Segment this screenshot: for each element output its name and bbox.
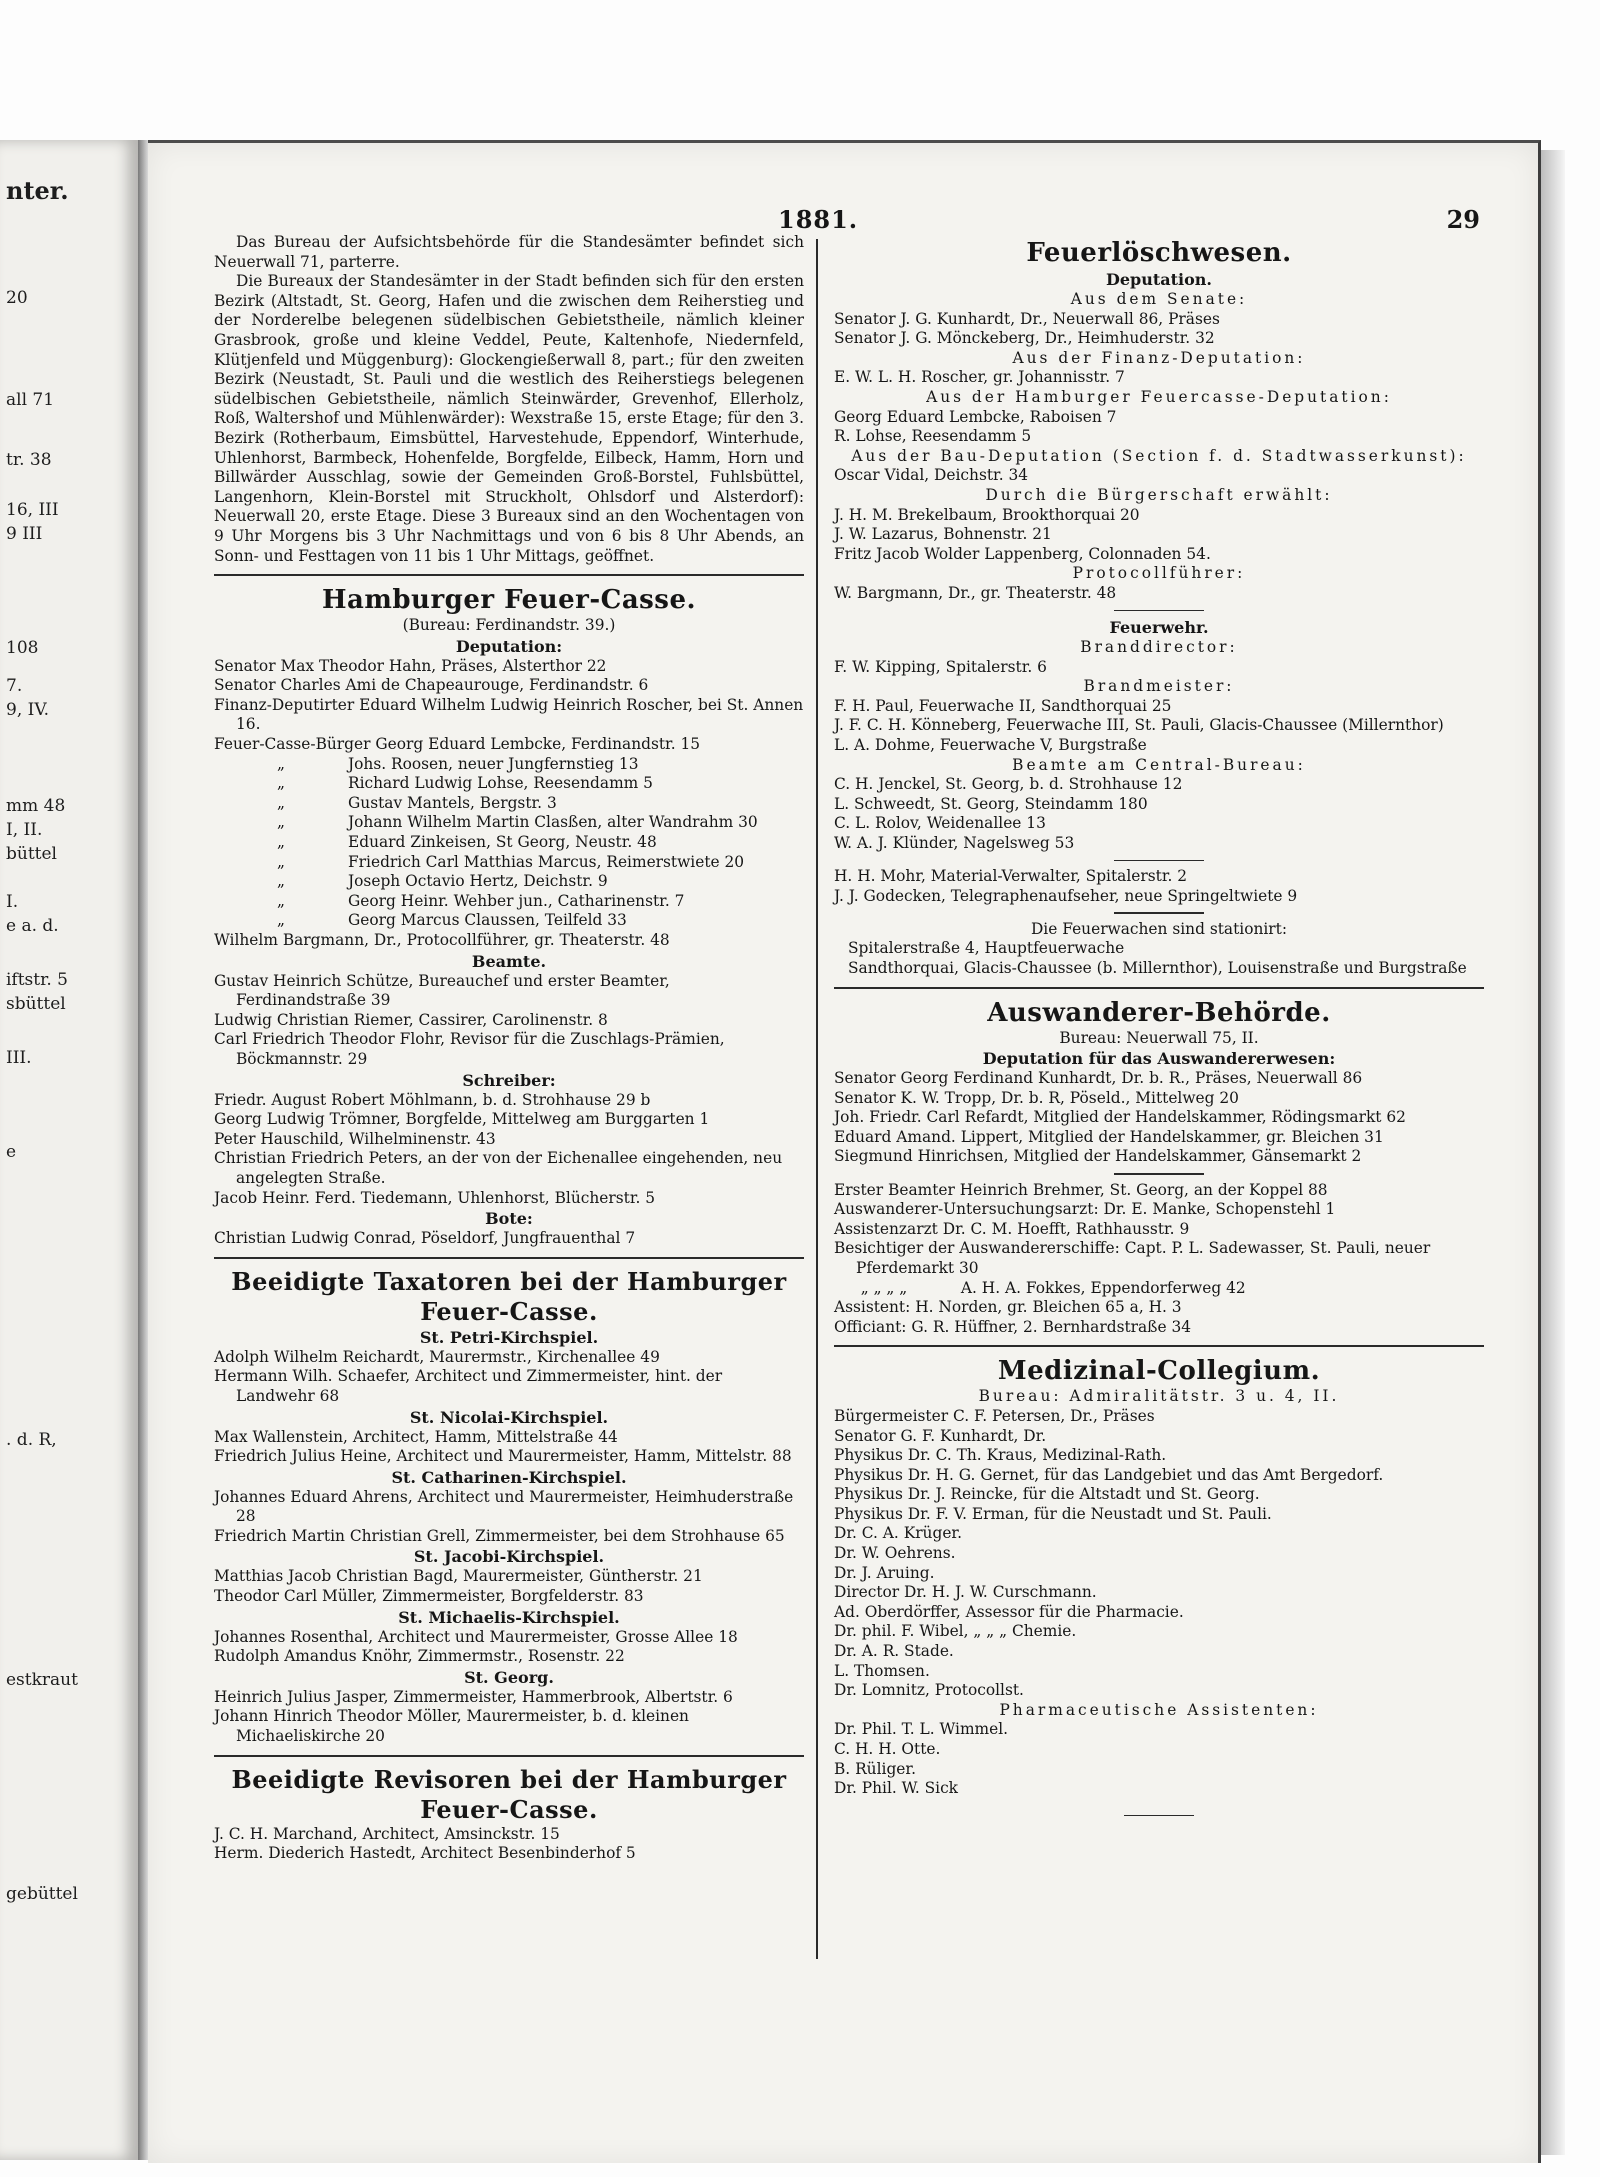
auswanderer-section [834, 997, 1484, 1338]
right-column [834, 233, 1484, 1816]
list-item: Senator Georg Ferdinand Kunhardt, Dr. b. R., Präses, Neuerwall 86 [834, 1069, 1363, 1088]
list-item: Christian Ludwig Conrad, Pöseldorf, Jungfrauenthal 7 [214, 1229, 636, 1248]
facing-page-fragment: III. [6, 1048, 32, 1068]
list-item: Georg Eduard Lembcke, Raboisen 7 [834, 407, 1117, 426]
short-divider [1114, 912, 1204, 914]
facing-page-fragment: 20 [6, 288, 28, 308]
list-item: J. H. M. Brekelbaum, Brookthorquai 20 [834, 505, 1140, 524]
list-item-text: Johs. Roosen, neuer Jungfernstieg 13 [348, 754, 639, 773]
intro-paragraph: Das Bureau der Aufsichtsbehörde für die Standesämter befindet sich Neuerwall 71, parterre. [214, 233, 804, 271]
group-heading: St. Michaelis-Kirchspiel. [398, 1607, 620, 1627]
ditto-mark: „ [277, 891, 285, 910]
page-number: 29 [1446, 205, 1480, 234]
section-title: Medizinal-Collegium. [997, 1356, 1321, 1387]
list-item: Friedrich Martin Christian Grell, Zimmermeister, bei dem Strohhause 65 [214, 1526, 785, 1545]
list-item: Physikus Dr. F. V. Erman, für die Neustadt und St. Pauli. [834, 1504, 1272, 1523]
section-bureau: Bureau: Admiralitätstr. 3 u. 4, II. [978, 1387, 1340, 1406]
list-item [214, 774, 804, 794]
ditto-mark: „ [277, 774, 285, 793]
list-item [214, 755, 804, 775]
list-item: L. Thomsen. [834, 1661, 930, 1680]
feuerwehr-section [834, 617, 1484, 979]
facing-page-fragment: e [6, 1142, 17, 1162]
list-item: E. W. L. H. Roscher, gr. Johannisstr. 7 [834, 368, 1125, 387]
list-item: B. Rüliger. [834, 1759, 916, 1778]
deputation-heading: Deputation für das Auswandererwesen: [982, 1049, 1336, 1069]
list-item: L. Schweedt, St. Georg, Steindamm 180 [834, 794, 1148, 813]
group-heading: St. Jacobi-Kirchspiel. [413, 1547, 605, 1567]
list-item: Theodor Carl Müller, Zimmermeister, Borgfelderstr. 83 [214, 1587, 644, 1606]
facing-page-fragment: büttel [6, 844, 57, 864]
list-item: Fritz Jacob Wolder Lappenberg, Colonnaden 54. [834, 544, 1211, 563]
list-item: W. A. J. Klünder, Nagelsweg 53 [834, 833, 1075, 852]
facing-page-fragment: 9, IV. [6, 700, 50, 720]
feuerloesch-section [834, 237, 1484, 604]
list-item: Dr. Phil. W. Sick [834, 1779, 959, 1798]
group-heading: Beamte am Central-Bureau: [1012, 755, 1306, 774]
list-item: Senator K. W. Tropp, Dr. b. R, Pöseld., Mittelweg 20 [834, 1088, 1239, 1107]
list-item [214, 853, 804, 873]
section-title: Hamburger Feuer-Casse. [321, 585, 697, 616]
list-item: R. Lohse, Reesendamm 5 [834, 427, 1032, 446]
ditto-mark: „ [277, 852, 285, 871]
facing-page-fragment: tr. 38 [6, 450, 52, 470]
section-divider [214, 1755, 804, 1757]
facing-page-fragment: I, II. [6, 820, 43, 840]
ditto-mark: „ [277, 872, 285, 891]
list-item-text: Georg Heinr. Wehber jun., Catharinenstr. 7 [348, 891, 685, 910]
list-item: J. F. C. H. Könneberg, Feuerwache III, St. Pauli, Glacis-Chaussee (Millernthor) [834, 716, 1444, 735]
list-item: Matthias Jacob Christian Bagd, Maurermeister, Güntherstr. 21 [214, 1567, 703, 1586]
list-item: Johannes Rosenthal, Architect und Maurermeister, Grosse Allee 18 [214, 1627, 738, 1646]
facing-page-fragment: I. [6, 892, 19, 912]
list-item: Oscar Vidal, Deichstr. 34 [834, 466, 1029, 485]
group-heading: St. Petri-Kirchspiel. [419, 1327, 599, 1347]
facing-page-fragment: 16, III [6, 500, 59, 520]
list-item: Physikus Dr. J. Reincke, für die Altstadt und St. Georg. [834, 1485, 1260, 1504]
list-item: J. C. H. Marchand, Architect, Amsinckstr. 15 [214, 1824, 560, 1843]
list-item: Dr. A. R. Stade. [834, 1642, 954, 1661]
list-item: F. H. Paul, Feuerwache II, Sandthorquai 25 [834, 696, 1172, 715]
list-item: C. H. H. Otte. [834, 1740, 941, 1758]
beamte-list [214, 972, 804, 1070]
schreiber-heading: Schreiber: [462, 1070, 556, 1090]
group-heading: Durch die Bürgerschaft erwählt: [985, 485, 1333, 504]
list-item: Auswanderer-Untersuchungsarzt: Dr. E. Manke, Schopenstehl 1 [834, 1200, 1336, 1219]
list-item: C. H. Jenckel, St. Georg, b. d. Strohhause 12 [834, 775, 1183, 794]
facing-page-fragment: estkraut [6, 1670, 78, 1690]
list-item: Ad. Oberdörffer, Assessor für die Pharmacie. [834, 1602, 1184, 1621]
list-item: Finanz-Deputirter Eduard Wilhelm Ludwig Heinrich Roscher, bei St. Annen 16. [214, 695, 804, 734]
facing-page-fragment: all 71 [6, 390, 55, 410]
facing-page-fragment: 9 III [6, 524, 43, 544]
list-item: Erster Beamter Heinrich Brehmer, St. Georg, an der Koppel 88 [834, 1180, 1328, 1199]
list-item: Siegmund Hinrichsen, Mitglied der Handelskammer, Gänsemarkt 2 [834, 1147, 1362, 1166]
list-item: Bürgermeister C. F. Petersen, Dr., Präses [834, 1406, 1155, 1425]
ditto-mark: „ [277, 813, 285, 832]
ditto-mark: „ [277, 833, 285, 852]
book-gutter [138, 140, 148, 2160]
document-page [148, 140, 1541, 2163]
list-item: Georg Ludwig Trömner, Borgfelde, Mittelweg am Burggarten 1 [214, 1110, 710, 1129]
section-title: Auswanderer-Behörde. [987, 997, 1331, 1028]
section-divider [214, 1257, 804, 1259]
section-bureau: (Bureau: Ferdinandstr. 39.) [402, 616, 616, 635]
wachen-intro: Die Feuerwachen sind stationirt: [1030, 919, 1288, 938]
intro-paragraph: Die Bureaux der Standesämter in der Stadt befinden sich für den ersten Bezirk (Altstadt, St. Georg, Hafen und die zwischen dem Reiherstieg und der Norderelbe belegenen südelbischen Gebietstheile, nämlich kleiner Grasbrook, große und kleine Veddel, Peute, Kaltenhofe, Niedernfeld, Klütjenfeld und Müggenburg): Glockengießerwall 8, part.; für den zweiten Bezirk (Neustadt, St. Pauli und die westlich des Reiherstiegs belegenen südelbischen Gebietstheile, nämlich Steinwärder, Grevenhof, Ellerholz, Roß, Waltershof und Mühlenwärder): Wexstraße 15, erste Etage; für den 3. Bezirk (Rotherbaum, Eimsbüttel, Harvestehude, Eppendorf, Winterhude, Uhlenhorst, Barmbeck, Hohenfelde, Borgfelde, Eilbeck, Hamm, Horn und Billwärder Ausschlag, sowie der Gemeinden Groß-Borstel, Fuhlsbüttel, Langenhorn, Klein-Borstel mit Struckholt, Ohlsdorf und Alsterdorf): Neuerwall 20, erste Etage. Diese 3 Bureaux sind an den Wochentagen von 9 Uhr Morgens bis 3 Uhr Nachmittags und von 6 bis 8 Uhr Abends, an Sonn- und Festtagen von 11 bis 1 Uhr Mittags, geöffnet. [214, 272, 804, 565]
list-item: Adolph Wilhelm Reichardt, Maurermstr., Kirchenallee 49 [214, 1347, 660, 1366]
list-item: H. H. Mohr, Material-Verwalter, Spitalerstr. 2 [834, 867, 1188, 886]
list-item-text: A. H. A. Fokkes, Eppendorferweg 42 [960, 1278, 1246, 1297]
list-item: Carl Friedrich Theodor Flohr, Revisor für die Zuschlags-Prämien, Böckmannstr. 29 [214, 1030, 725, 1068]
deputation-list [834, 1069, 1484, 1167]
deputation-groups [834, 290, 1484, 604]
list-item: Director Dr. H. J. W. Curschmann. [834, 1583, 1097, 1602]
collegium-list [834, 1407, 1484, 1701]
list-item: Peter Hauschild, Wilhelminenstr. 43 [214, 1129, 496, 1148]
list-item: Dr. phil. F. Wibel, „ „ „ Chemie. [834, 1622, 1077, 1641]
list-item: Assistenzarzt Dr. C. M. Hoefft, Rathhausstr. 9 [834, 1219, 1190, 1238]
facing-page-fragment: iftstr. 5 [6, 970, 68, 990]
deputation-heading: Deputation: [455, 636, 563, 656]
list-item: Senator J. G. Kunhardt, Dr., Neuerwall 86, Präses [834, 309, 1220, 328]
ditto-mark: „ [277, 754, 285, 773]
list-item [834, 1279, 1484, 1299]
list-item: Physikus Dr. C. Th. Kraus, Medizinal-Rath. [834, 1446, 1167, 1465]
facing-page-fragment: e a. d. [6, 916, 59, 936]
list-item: Senator Charles Ami de Chapeaurouge, Ferdinandstr. 6 [214, 676, 649, 695]
medizinal-section [834, 1355, 1484, 1816]
group-heading: Aus der Finanz-Deputation: [1012, 348, 1306, 367]
section-bureau: Bureau: Neuerwall 75, II. [1059, 1028, 1259, 1047]
list-item: W. Bargmann, Dr., gr. Theaterstr. 48 [834, 583, 1117, 602]
column-divider [816, 239, 818, 1959]
facing-page-fragment: gebüttel [6, 1884, 78, 1904]
list-item: Dr. Lomnitz, Protocollst. [834, 1681, 1024, 1700]
list-item: Max Wallenstein, Architect, Hamm, Mittelstraße 44 [214, 1427, 618, 1446]
list-item: Physikus Dr. H. G. Gernet, für das Landgebiet und das Amt Bergedorf. [834, 1465, 1384, 1484]
list-item-text: Friedrich Carl Matthias Marcus, Reimerstwiete 20 [348, 852, 745, 871]
group-heading: Aus der Hamburger Feuercasse-Deputation: [926, 387, 1392, 406]
list-item: Dr. C. A. Krüger. [834, 1524, 962, 1543]
list-item: C. L. Rolov, Weidenallee 13 [834, 814, 1046, 833]
list-item: Dr. J. Aruing. [834, 1563, 935, 1582]
section-divider [214, 574, 804, 576]
short-divider [1114, 610, 1204, 612]
facing-page-fragment: sbüttel [6, 994, 66, 1014]
list-item: Johannes Eduard Ahrens, Architect und Maurermeister, Heimhuderstraße 28 [214, 1487, 794, 1526]
pharma-heading: Pharmaceutische Assistenten: [999, 1700, 1319, 1719]
list-item [214, 794, 804, 814]
list-item: Assistent: H. Norden, gr. Bleichen 65 a, H. 3 [834, 1298, 1182, 1317]
list-item: Heinrich Julius Jasper, Zimmermeister, Hammerbrook, Albertstr. 6 [214, 1687, 733, 1706]
facing-page-fragment: mm 48 [6, 796, 66, 816]
list-item: Johann Hinrich Theodor Möller, Maurermeister, b. d. kleinen Michaeliskirche 20 [214, 1707, 689, 1746]
list-item: Dr. Phil. T. L. Wimmel. [834, 1720, 1009, 1739]
group-heading: Aus der Bau-Deputation (Section f. d. Stadtwasserkunst): [851, 446, 1467, 465]
short-divider [1114, 1173, 1204, 1175]
facing-page-edge [0, 140, 141, 2160]
section-divider [834, 987, 1484, 989]
page-year: 1881. [778, 205, 859, 234]
ditto-mark: „ [277, 911, 285, 930]
list-item [214, 872, 804, 892]
list-item-text: Richard Ludwig Lohse, Reesendamm 5 [348, 774, 653, 793]
list-item [214, 911, 804, 931]
section-title: Feuerlöschwesen. [1026, 238, 1292, 268]
list-item: Senator G. F. Kunhardt, Dr. [834, 1426, 1047, 1445]
list-item: Feuer-Casse-Bürger Georg Eduard Lembcke, Ferdinandstr. 15 [214, 735, 701, 754]
deputation-heading: Deputation. [1106, 270, 1212, 289]
list-item: Ludwig Christian Riemer, Cassirer, Carolinenstr. 8 [214, 1010, 608, 1029]
list-item-text: Johann Wilhelm Martin Clasßen, alter Wandrahm 30 [348, 813, 758, 832]
beamte-heading: Beamte. [471, 951, 547, 971]
list-item-text: Georg Marcus Claussen, Teilfeld 33 [348, 911, 627, 930]
group-heading: Aus dem Senate: [1070, 290, 1248, 308]
ditto-mark: „ [277, 793, 285, 812]
list-item: Joh. Friedr. Carl Refardt, Mitglied der Handelskammer, Rödingsmarkt 62 [834, 1108, 1406, 1127]
list-item: Dr. W. Oehrens. [834, 1544, 956, 1563]
facing-page-fragment: nter. [6, 176, 69, 205]
revisoren-section [214, 1765, 804, 1864]
ditto-marks: „ „ „ „ [860, 1278, 908, 1297]
group-heading: Brandmeister: [1083, 677, 1235, 696]
list-item: Christian Friedrich Peters, an der von der Eichenallee eingehenden, neu angelegten Straße. [214, 1149, 783, 1187]
list-item: J. J. Godecken, Telegraphenaufseher, neue Springeltwiete 9 [834, 886, 1298, 905]
group-heading: Branddirector: [1080, 638, 1238, 656]
facing-page-fragment: 7. [6, 676, 23, 696]
list-item: Sandthorquai, Glacis-Chaussee (b. Millernthor), Louisenstraße und Burgstraße [848, 958, 1467, 977]
list-item: Eduard Amand. Lippert, Mitglied der Handelskammer, gr. Bleichen 31 [834, 1127, 1384, 1146]
list-item: Spitalerstraße 4, Hauptfeuerwache [848, 939, 1125, 958]
facing-page-fragment: . d. R, [6, 1430, 57, 1450]
group-heading: St. Catharinen-Kirchspiel. [391, 1467, 627, 1487]
bote-heading: Bote: [485, 1209, 533, 1229]
list-item: Rudolph Amandus Knöhr, Zimmermstr., Rosenstr. 22 [214, 1647, 625, 1666]
feuerwehr-groups [834, 638, 1484, 854]
list-item: Friedrich Julius Heine, Architect und Maurermeister, Hamm, Mittelstr. 88 [214, 1447, 792, 1466]
section-divider [834, 1345, 1484, 1347]
list-item: Senator Max Theodor Hahn, Präses, Alsterthor 22 [214, 656, 607, 675]
group-heading: St. Nicolai-Kirchspiel. [409, 1407, 609, 1427]
section-title: Feuerwehr. [1109, 618, 1209, 637]
list-item [214, 833, 804, 853]
group-heading: St. Georg. [464, 1667, 554, 1687]
buerger-list [214, 755, 804, 931]
parish-list [214, 1327, 804, 1747]
list-item: Friedr. August Robert Möhlmann, b. d. Strohhause 29 b [214, 1090, 651, 1109]
list-item: Herm. Diederich Hastedt, Architect Besenbinderhof 5 [214, 1844, 636, 1863]
end-rule [1124, 1815, 1194, 1817]
schreiber-list [214, 1091, 804, 1209]
list-item: Senator J. G. Mönckeberg, Dr., Heimhuderstr. 32 [834, 329, 1215, 348]
pharma-list [834, 1720, 1484, 1798]
section-title: Beeidigte Revisoren bei der Hamburger Feuer-Casse. [231, 1764, 787, 1824]
list-item: Wilhelm Bargmann, Dr., Protocollführer, gr. Theaterstr. 48 [214, 931, 670, 949]
list-item: Besichtiger der Auswandererschiffe: Capt. P. L. Sadewasser, St. Pauli, neuer Pferdemarkt 30 [834, 1239, 1431, 1277]
list-item: Gustav Heinrich Schütze, Bureauchef und erster Beamter, Ferdinandstraße 39 [214, 971, 670, 1010]
list-item: L. A. Dohme, Feuerwache V, Burgstraße [834, 735, 1147, 754]
list-item: Hermann Wilh. Schaefer, Architect und Zimmermeister, hint. der Landwehr 68 [214, 1367, 723, 1405]
list-item-text: Joseph Octavio Hertz, Deichstr. 9 [348, 872, 608, 891]
taxatoren-section [214, 1267, 804, 1747]
feuercasse-section [214, 584, 804, 1249]
list-item: F. W. Kipping, Spitalerstr. 6 [834, 657, 1047, 676]
facing-page-fragment: 108 [6, 638, 39, 658]
page-edge-shadow [1541, 150, 1565, 2155]
standesamt-intro [214, 233, 804, 566]
list-item: Officiant: G. R. Hüffner, 2. Bernhardstraße 34 [834, 1317, 1192, 1336]
list-item-text: Gustav Mantels, Bergstr. 3 [348, 793, 557, 812]
list-item [214, 813, 804, 833]
list-item: Jacob Heinr. Ferd. Tiedemann, Uhlenhorst, Blücherstr. 5 [214, 1188, 656, 1207]
group-heading: Protocollführer: [1072, 564, 1246, 583]
list-item: J. W. Lazarus, Bohnenstr. 21 [834, 525, 1052, 544]
list-item-text: Eduard Zinkeisen, St Georg, Neustr. 48 [348, 833, 657, 852]
list-item [214, 892, 804, 912]
section-title: Beeidigte Taxatoren bei der Hamburger Feuer-Casse. [231, 1266, 787, 1326]
short-divider [1114, 860, 1204, 862]
